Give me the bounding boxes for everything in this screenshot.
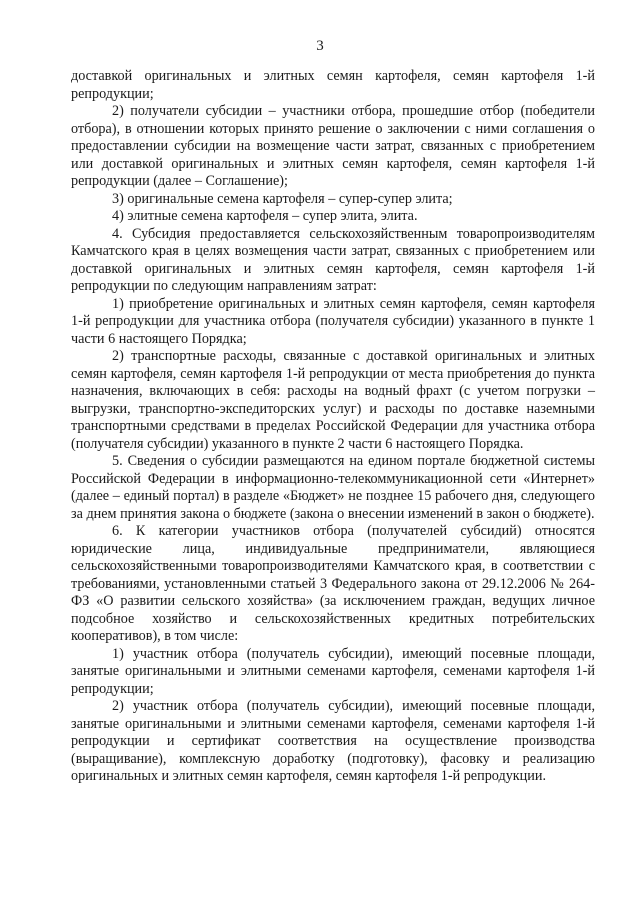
paragraph-section-4-item-2: 2) транспортные расходы, связанные с доставкой оригинальных и элитных семян картофеля, семян картофеля 1-й репродукции от места приобретения до пункта назначения, включающих в себя: расходы на водный фрахт (с учетом погрузки – выгрузки, транспортно-экспедиторских услуг) и расходы по доставке наземными транспортными средствами в пределах Российской Федерации для участника отбора (получателя субсидии) указанного в пункте 2 части 6 настоящего Порядка. xyxy=(71,348,595,452)
document-body xyxy=(71,68,595,786)
paragraph-section-4: 4. Субсидия предоставляется сельскохозяйственным товаропроизводителям Камчатского края в целях возмещения части затрат, связанных с приобретением или доставкой оригинальных и элитных семян картофеля, семян картофеля 1-й репродукции по следующим направлениям затрат: xyxy=(71,225,595,294)
paragraph-definition-elite-seeds: 4) элитные семена картофеля – супер элита, элита. xyxy=(112,208,418,224)
paragraph-section-6-item-2: 2) участник отбора (получатель субсидии), имеющий посевные площади, занятые оригинальными и элитными семенами картофеля, семенами картофеля 1-й репродукции и сертификат соответствия на осуществление производства (выращивание), комплексную доработку (подготовку), фасовку и реализацию оригинальных и элитных семян картофеля, семян картофеля 1-й репродукции. xyxy=(71,698,595,784)
paragraph-section-6-item-1: 1) участник отбора (получатель субсидии), имеющий посевные площади, занятые оригинальными и элитными семенами картофеля, семенами картофеля 1-й репродукции; xyxy=(71,645,595,697)
page-number: 3 xyxy=(316,38,324,54)
paragraph-section-4-item-1: 1) приобретение оригинальных и элитных семян картофеля, семян картофеля 1-й репродукции для участника отбора (получателя субсидии) указанного в пункте 1 части 6 настоящего Порядка; xyxy=(71,295,595,347)
paragraph-definition-recipients: 2) получатели субсидии – участники отбора, прошедшие отбор (победители отбора), в отношении которых принято решение о заключении с ними соглашения о предоставлении субсидии на возмещение части затрат, связанных с приобретением или доставкой оригинальных и элитных семян картофеля, семян картофеля 1-й репродукции (далее – Соглашение); xyxy=(71,103,595,189)
paragraph-section-6: 6. К категории участников отбора (получателей субсидий) относятся юридические лица, индивидуальные предприниматели, являющиеся сельскохозяйственными товаропроизводителями Камчатского края, в соответствии с требованиями, установленными статьей 3 Федерального закона от 29.12.2006 № 264-ФЗ «О развитии сельского хозяйства» (за исключением граждан, ведущих личное подсобное хозяйство и сельскохозяйственных кредитных потребительских кооперативов), в том числе: xyxy=(71,523,595,644)
paragraph-section-5: 5. Сведения о субсидии размещаются на едином портале бюджетной системы Российской Федерации в информационно-телекоммуникационной сети «Интернет» (далее – единый портал) в разделе «Бюджет» не позднее 15 рабочего дня, следующего за днем принятия закона о бюджете (закона о внесении изменений в закон о бюджете). xyxy=(71,453,595,522)
paragraph-definition-original-seeds: 3) оригинальные семена картофеля – супер-супер элита; xyxy=(112,190,453,207)
paragraph-continuation: доставкой оригинальных и элитных семян картофеля, семян картофеля 1-й репродукции; xyxy=(71,68,595,102)
